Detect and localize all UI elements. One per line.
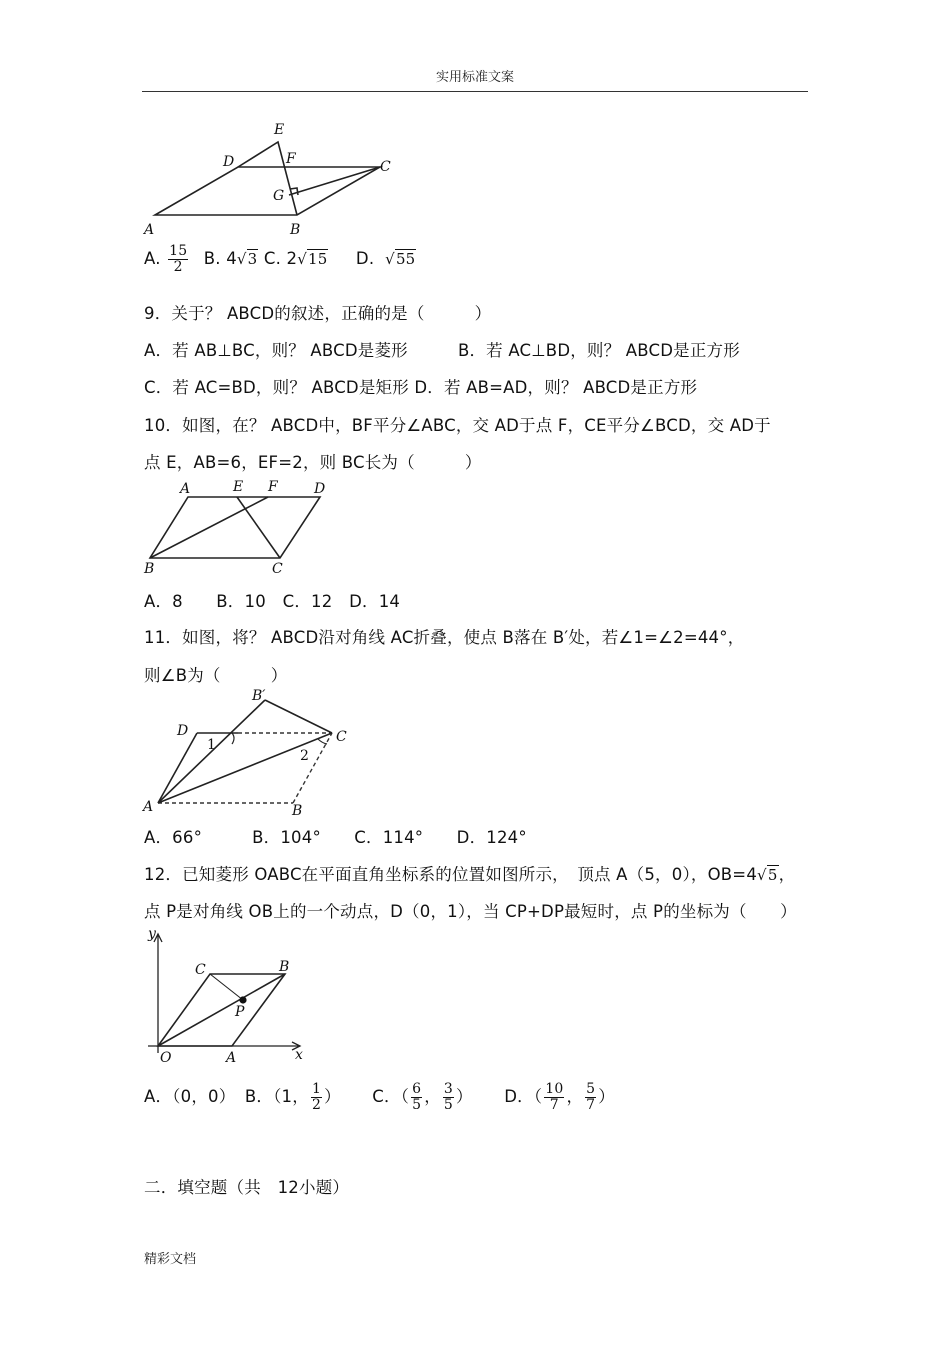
q11-label-2: 2: [300, 748, 309, 764]
q11-fold-bprime-c: [265, 700, 332, 733]
q10-parallelogram: [150, 497, 320, 558]
q11-side-ad: [158, 733, 197, 803]
q10-options: A．8 B．10 C．12 D．14: [144, 592, 401, 611]
q12-label-a: A: [226, 1050, 237, 1066]
q8-label-e: E: [274, 122, 285, 138]
q10-label-d: D: [314, 481, 326, 497]
q8-figure: [140, 115, 410, 240]
q11-label-d: D: [177, 723, 189, 739]
q8-option-b: B. 4√3: [203, 249, 258, 268]
q8-label-a: A: [144, 222, 155, 238]
q8-option-a: A. $\frac{15}{2}$: [144, 243, 188, 275]
q9-options-line2: C．若 AC=BD，则？ ABCD是矩形 D．若 AB=AD，则？ ABCD是正方形: [144, 378, 698, 397]
q11-stem-line1: 11．如图，将？ ABCD沿对角线 AC折叠，使点 B落在 B′处，若∠1=∠2=44°，: [144, 628, 745, 647]
q10-label-a: A: [180, 481, 191, 497]
section-2-heading: 二．填空题（共 12小题）: [144, 1178, 350, 1197]
q10-stem-line2: 点 E，AB=6，EF=2，则 BC长为（ ）: [144, 453, 482, 472]
q11-diagonal-ac: [158, 733, 332, 803]
q8-options: [144, 244, 416, 275]
q9-options-line1: A．若 AB⊥BC，则？ ABCD是菱形 B．若 AC⊥BD，则？ ABCD是正方形: [144, 341, 740, 360]
q9-stem: 9．关于？ ABCD的叙述，正确的是（ ）: [144, 304, 492, 323]
q10-stem-line1: 10．如图，在？ ABCD中，BF平分∠ABC，交 AD于点 F，CE平分∠BCD，交 AD于: [144, 416, 771, 435]
q11-angle-1-arc: [232, 733, 234, 744]
q8-label-d: D: [223, 154, 235, 170]
q12-option-a: A．（0，0）: [144, 1087, 236, 1106]
q8-label-g: G: [273, 188, 285, 204]
q12-line-cp: [210, 974, 243, 1000]
q11-figure: [140, 685, 370, 820]
q12-figure: [140, 925, 320, 1065]
q11-label-c: C: [336, 729, 347, 745]
q12-label-p: P: [235, 1004, 245, 1020]
q8-option-d: D. √55: [355, 249, 416, 268]
q11-label-bprime: B′: [252, 688, 266, 704]
q8-label-f: F: [286, 151, 296, 167]
q12-option-d: D．（ $\frac{10}{7}$ ， $\frac{5}{7}$ ）: [504, 1081, 615, 1113]
q10-label-f: F: [268, 479, 278, 495]
q12-label-c: C: [195, 962, 206, 978]
q12-point-p: [239, 996, 246, 1003]
q11-label-1: 1: [207, 737, 216, 753]
q12-stem-line2: 点 P是对角线 OB上的一个动点，D（0，1），当 CP+DP最短时，点 P的坐标为（ ）: [144, 902, 797, 921]
q8-label-c: C: [380, 159, 391, 175]
q12-stem-line1: 12．已知菱形 OABC在平面直角坐标系的位置如图所示， 顶点 A（5，0），OB=4√5，: [144, 865, 796, 884]
q11-options: A．66° B．104° C．114° D．124°: [144, 828, 527, 847]
q10-label-b: B: [144, 561, 155, 577]
header-rule: [142, 91, 808, 92]
q8-line-cg: [289, 167, 380, 195]
q12-options: [144, 1082, 615, 1113]
q11-angle-2-arc: [318, 739, 327, 744]
q12-label-y: y: [148, 926, 156, 942]
q12-diagonal-ob: [158, 974, 285, 1046]
q10-line-ce: [237, 497, 280, 558]
q10-line-bf: [150, 497, 268, 558]
q11-label-a: A: [143, 799, 154, 815]
q12-label-o: O: [160, 1050, 172, 1066]
q11-label-b: B: [292, 803, 303, 819]
page-footer: 精彩文档: [144, 1252, 197, 1267]
q10-figure: [140, 478, 340, 578]
q10-label-e: E: [233, 479, 244, 495]
q8-option-c: C. 2√15: [263, 249, 328, 268]
q12-label-b: B: [279, 959, 290, 975]
q10-label-c: C: [272, 561, 283, 577]
q12-option-c: C．（ $\frac{6}{5}$ ， $\frac{3}{5}$ ）: [372, 1081, 473, 1113]
q11-stem-line2: 则∠B为（ ）: [144, 666, 288, 685]
q12-option-b: B．（1， $\frac{1}{2}$ ）: [244, 1081, 341, 1113]
q12-label-x: x: [295, 1047, 303, 1063]
page-header: 实用标准文案: [435, 70, 514, 85]
q8-parallelogram: [155, 167, 380, 215]
q8-label-b: B: [290, 222, 301, 238]
